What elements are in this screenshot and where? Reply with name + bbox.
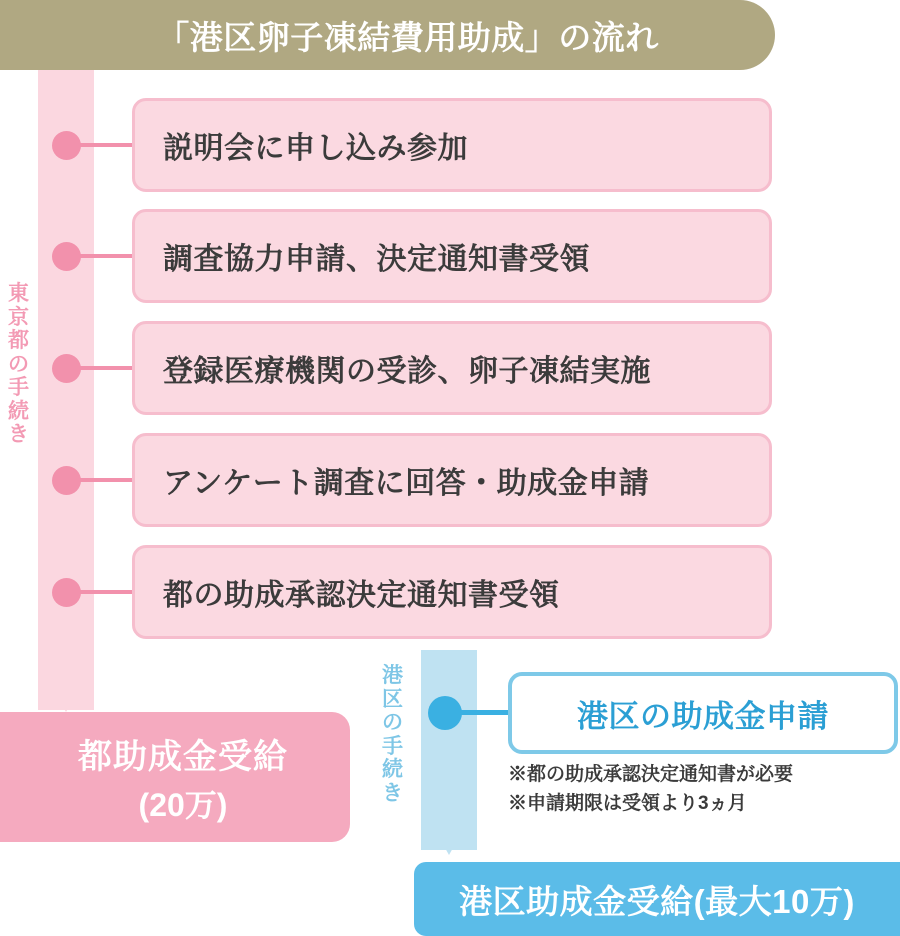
tokyo-result-line2: (20万) [138, 786, 228, 823]
step-3-label: 登録医療機関の受診、卵子凍結実施 [163, 355, 651, 388]
tokyo-result-line1: 都助成金受給 [78, 737, 288, 776]
step-4 [132, 433, 772, 527]
step-2 [132, 209, 772, 303]
step-connector-5 [80, 590, 134, 594]
step-marker-3 [52, 354, 81, 383]
minato-step-connector [460, 710, 510, 715]
step-1-label: 説明会に申し込み参加 [163, 132, 468, 165]
page-title-text: 「港区卵子凍結費用助成」の流れ [156, 18, 659, 56]
step-2-label: 調査協力申請、決定通知書受領 [163, 243, 590, 276]
step-connector-4 [80, 478, 134, 482]
tokyo-lane-arrow-head [38, 664, 94, 712]
tokyo-lane-label: 東 京 都 の 手 続 き [8, 282, 30, 447]
page-title [0, 0, 775, 70]
minato-step [508, 672, 898, 754]
step-5 [132, 545, 772, 639]
notes-group [508, 760, 898, 819]
note-2: ※申請期限は受領より3ヵ月 [508, 793, 747, 815]
step-connector-1 [80, 143, 134, 147]
step-connector-2 [80, 254, 134, 258]
step-connector-3 [80, 366, 134, 370]
step-marker-1 [52, 131, 81, 160]
step-4-label: アンケート調査に回答・助成金申請 [163, 467, 650, 500]
minato-step-label: 港区の助成金申請 [577, 698, 829, 734]
tokyo-result-box [0, 712, 350, 842]
step-3 [132, 321, 772, 415]
minato-lane-arrow-head [421, 805, 477, 855]
minato-result-box [414, 862, 900, 936]
step-5-label: 都の助成承認決定通知書受領 [163, 579, 560, 612]
minato-step-marker [428, 696, 462, 730]
tokyo-lane-arrow-body [38, 70, 94, 710]
step-marker-4 [52, 466, 81, 495]
note-1: ※都の助成承認決定通知書が必要 [508, 764, 794, 785]
step-marker-2 [52, 242, 81, 271]
minato-result-label: 港区助成金受給(最大10万) [459, 882, 855, 920]
minato-lane-label: 港 区 の 手 続 き [382, 664, 404, 805]
step-marker-5 [52, 578, 81, 607]
step-1 [132, 98, 772, 192]
